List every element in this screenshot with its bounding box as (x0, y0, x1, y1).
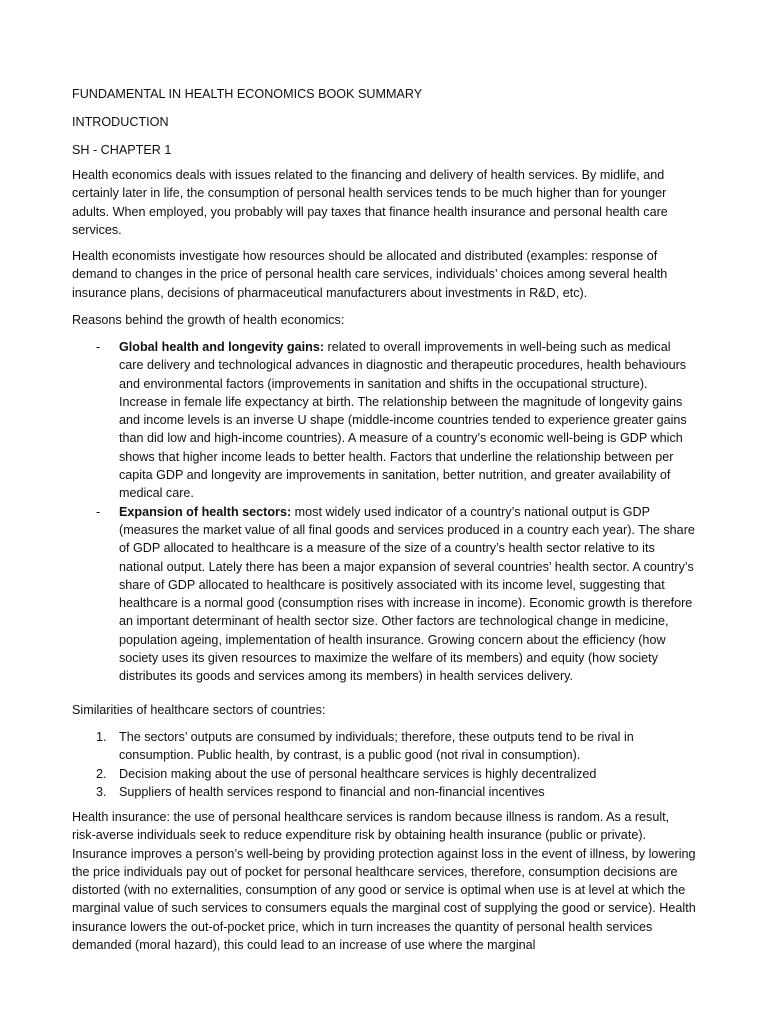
list-item (72, 765, 696, 783)
bullet-marker: - (96, 340, 101, 354)
list-item-text: related to overall improvements in well-being such as medical care delivery and technological advances in diagnostic and therapeutic procedures, health behaviours and environmental factors (improvements in sanitation and shifts in the occupational structure). Increase in female life expectancy at birth. The relationship between the magnitude of longevity gains and income levels is an inverse U shape (middle-income countries tended to experience greater gains than did low and high-income countries). A measure of a country’s economic well-being is GDP which shows that higher income leads to better health. Factors that underline the relationship between per capita GDP and longevity are improvements in sanitation, better nutrition, and greater availability of medical care. (119, 340, 687, 501)
list-item (72, 783, 696, 801)
list-item-text: The sectors’ outputs are consumed by individuals; therefore, these outputs tend to be rival in consumption. Public health, by contrast, is a public good (not rival in consumption). (119, 730, 634, 763)
document-title: FUNDAMENTAL IN HEALTH ECONOMICS BOOK SUMMARY (72, 87, 423, 101)
paragraph-economists: Health economists investigate how resources should be allocated and distributed (examples: response of demand to changes in the price of personal health care services, individuals’ choices among several health insurance plans, decisions of pharmaceutical manufacturers about investments in R&D, etc). (72, 249, 668, 300)
list-item-lead: Global health and longevity gains: (119, 340, 325, 354)
bullet-marker: - (96, 504, 101, 519)
section-heading: INTRODUCTION (72, 115, 169, 129)
list-item-lead: Expansion of health sectors: (119, 504, 292, 519)
chapter-heading: SH - CHAPTER 1 (72, 143, 172, 157)
similarities-intro: Similarities of healthcare sectors of countries: (72, 703, 326, 717)
reasons-intro: Reasons behind the growth of health economics: (72, 313, 345, 327)
similarities-list (72, 728, 696, 801)
list-number: 2. (96, 766, 107, 781)
list-item (72, 728, 696, 765)
list-item-text: Suppliers of health services respond to financial and non-financial incentives (119, 784, 545, 799)
list-item-text: Decision making about the use of personal healthcare services is highly decentralized (119, 766, 597, 781)
list-item-text: most widely used indicator of a country’s national output is GDP (measures the market value of all final goods and services produced in a country each year). The share of GDP allocated to healthcare is a measure of the size of a country’s health sector relative to its national output. Lately there has been a major expansion of several countries’ health sector. A country’s share of GDP allocated to healthcare is positively associated with its income level, suggesting that healthcare is a normal good (consumption rises with increase in income). Economic growth is therefore an important determinant of health sector size. Other factors are technological change in medicine, population ageing, implementation of health insurance. Growing concern about the efficiency (how society uses its given resources to maximize the welfare of its members) and equity (how society distributes its goods and services among its members) in health services delivery. (119, 504, 695, 684)
paragraph-insurance: Health insurance: the use of personal healthcare services is random because illness is random. As a result, risk-averse individuals seek to reduce expenditure risk by obtaining health insurance (public or private). Insurance improves a person’s well-being by providing protection against loss in the event of illness, by lowering the price individuals pay out of pocket for personal healthcare services, therefore, consumption decisions are distorted (with no externalities, consumption of any good or service is optimal when use is at level at which the marginal value of such services to consumers equals the marginal cost of supplying the good or service). Health insurance lowers the out-of-pocket price, which in turn increases the quantity of personal health services demanded (moral hazard), this could lead to an increase of use where the marginal (72, 810, 696, 953)
list-number: 1. (96, 730, 107, 744)
list-number: 3. (96, 784, 107, 799)
list-item (72, 503, 696, 686)
reasons-list (72, 338, 696, 686)
paragraph-intro: Health economics deals with issues related to the financing and delivery of health services. By midlife, and certainly later in life, the consumption of personal health services tends to be much higher than for younger adults. When employed, you probably will pay taxes that finance health insurance and personal health care services. (72, 168, 668, 237)
list-item (72, 338, 696, 503)
